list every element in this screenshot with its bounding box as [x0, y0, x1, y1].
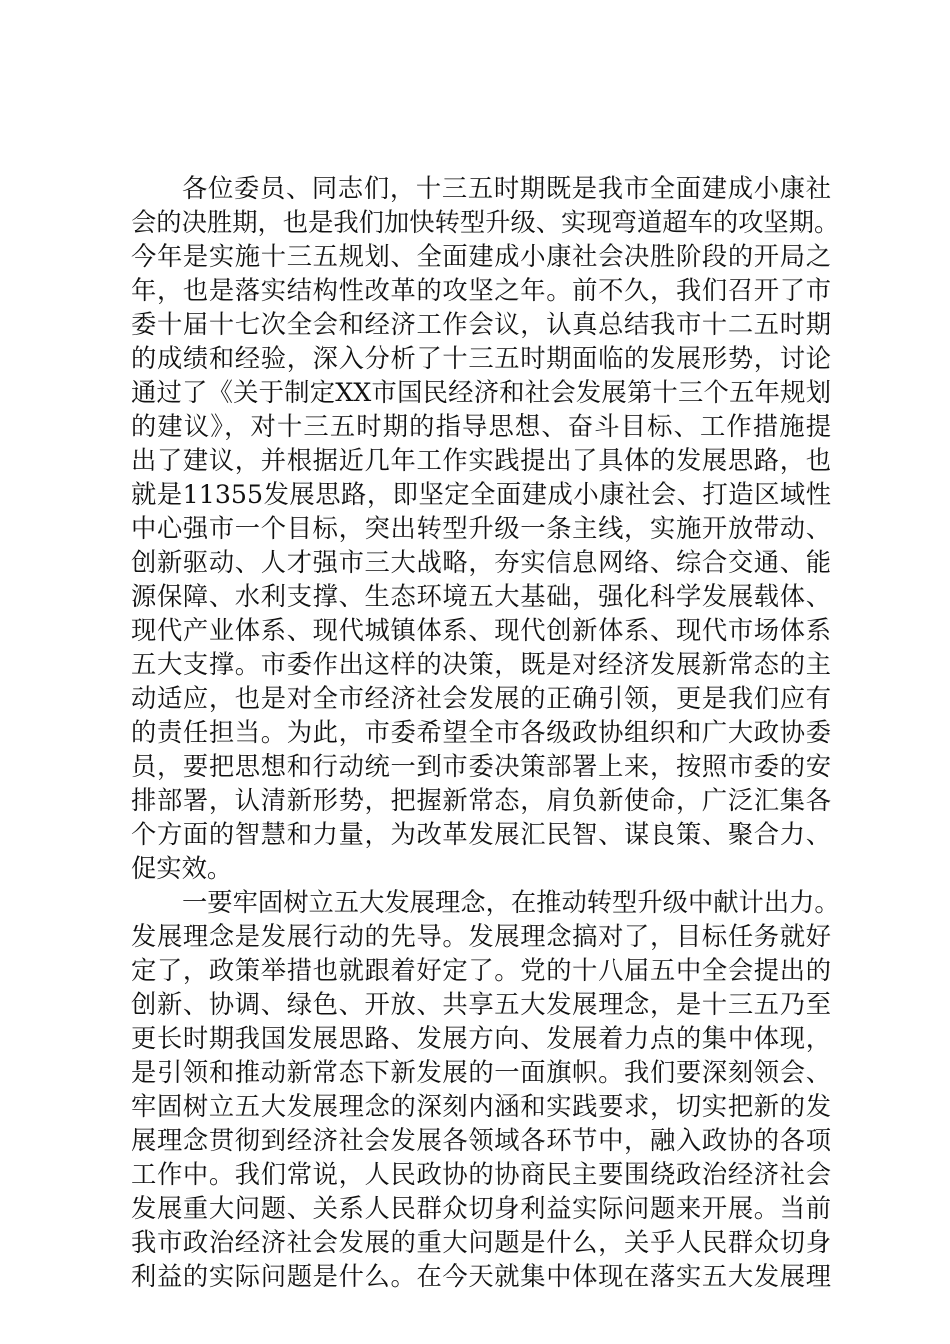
paragraph-2-line-4: 创新、协调、绿色、开放、共享五大发展理念，是十三五乃至 [131, 990, 831, 1019]
paragraph-1-line-19: 排部署，认清新形势，把握新常态，肩负新使命，广泛汇集各 [131, 786, 831, 815]
paragraph-1-line-17: 的责任担当。为此，市委希望全市各级政协组织和广大政协委 [131, 718, 831, 747]
paragraph-1-line-7: 通过了《关于制定XX市国民经济和社会发展第十三个五年规划 [131, 378, 831, 407]
paragraph-1-line-8: 的建议》，对十三五时期的指导思想、奋斗目标、工作措施提 [131, 412, 831, 441]
paragraph-1-line-11: 中心强市一个目标，突出转型升级一条主线，实施开放带动、 [131, 514, 831, 543]
paragraph-2-line-3: 定了，政策举措也就跟着好定了。党的十八届五中全会提出的 [131, 956, 831, 985]
paragraph-2-line-1: 一要牢固树立五大发展理念，在推动转型升级中献计出力。 [182, 888, 840, 917]
paragraph-1-line-13: 源保障、水利支撑、生态环境五大基础，强化科学发展载体、 [131, 582, 831, 611]
paragraph-2-line-8: 展理念贯彻到经济社会发展各领域各环节中，融入政协的各项 [131, 1126, 831, 1155]
paragraph-1-line-12: 创新驱动、人才强市三大战略，夯实信息网络、综合交通、能 [131, 548, 831, 577]
paragraph-2-line-2: 发展理念是发展行动的先导。发展理念搞对了，目标任务就好 [131, 922, 831, 951]
paragraph-1-line-14: 现代产业体系、现代城镇体系、现代创新体系、现代市场体系 [131, 616, 831, 645]
paragraph-1-line-15: 五大支撑。市委作出这样的决策，既是对经济发展新常态的主 [131, 650, 831, 679]
paragraph-1-line-6: 的成绩和经验，深入分析了十三五时期面临的发展形势，讨论 [131, 344, 831, 373]
paragraph-2-line-10: 发展重大问题、关系人民群众切身利益实际问题来开展。当前 [131, 1194, 831, 1223]
paragraph-2-line-9: 工作中。我们常说，人民政协的协商民主要围绕政治经济社会 [131, 1160, 831, 1189]
paragraph-2-line-5: 更长时期我国发展思路、发展方向、发展着力点的集中体现， [131, 1024, 831, 1053]
paragraph-1-line-5: 委十届十七次全会和经济工作会议，认真总结我市十二五时期 [131, 310, 831, 339]
paragraph-1-line-1: 各位委员、同志们，十三五时期既是我市全面建成小康社 [182, 174, 831, 203]
paragraph-2-line-11: 我市政治经济社会发展的重大问题是什么，关乎人民群众切身 [131, 1228, 831, 1257]
paragraph-1-line-10: 就是11355发展思路，即坚定全面建成小康社会、打造区域性 [131, 480, 831, 509]
paragraph-1-line-20: 个方面的智慧和力量，为改革发展汇民智、谋良策、聚合力、 [131, 820, 831, 849]
paragraph-1-line-16: 动适应，也是对全市经济社会发展的正确引领，更是我们应有 [131, 684, 831, 713]
paragraph-1-line-21: 促实效。 [131, 854, 233, 883]
paragraph-1-line-4: 年，也是落实结构性改革的攻坚之年。前不久，我们召开了市 [131, 276, 831, 305]
paragraph-1-line-2: 会的决胜期，也是我们加快转型升级、实现弯道超车的攻坚期。 [131, 208, 840, 237]
paragraph-2-line-6: 是引领和推动新常态下新发展的一面旗帜。我们要深刻领会、 [131, 1058, 831, 1087]
paragraph-1-line-18: 员，要把思想和行动统一到市委决策部署上来，按照市委的安 [131, 752, 831, 781]
paragraph-1-line-9: 出了建议，并根据近几年工作实践提出了具体的发展思路，也 [131, 446, 831, 475]
paragraph-1-line-3: 今年是实施十三五规划、全面建成小康社会决胜阶段的开局之 [131, 242, 831, 271]
paragraph-2-line-12: 利益的实际问题是什么。在今天就集中体现在落实五大发展理 [131, 1262, 831, 1291]
paragraph-2-line-7: 牢固树立五大发展理念的深刻内涵和实践要求，切实把新的发 [131, 1092, 831, 1121]
